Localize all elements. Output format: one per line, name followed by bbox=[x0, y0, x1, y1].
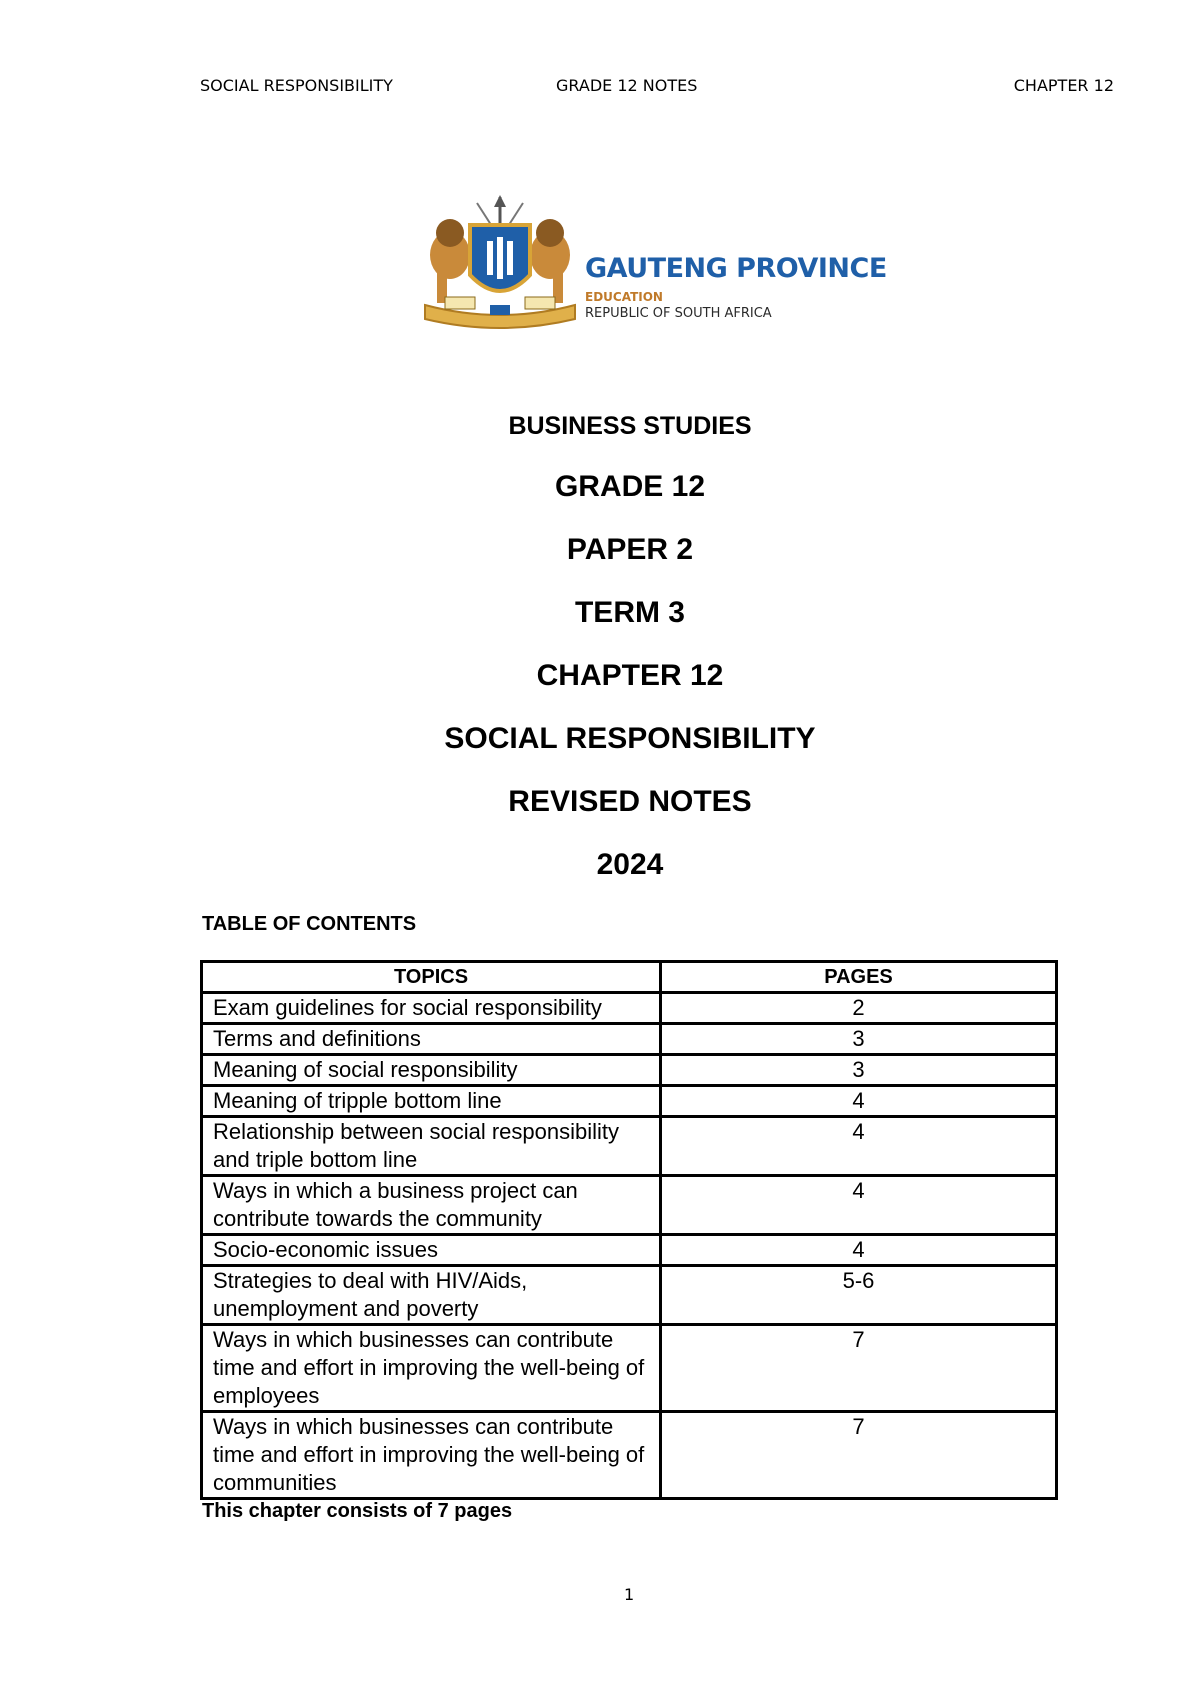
table-row bbox=[202, 1117, 1057, 1176]
toc-topic: Socio-economic issues bbox=[202, 1235, 661, 1266]
page-number: 1 bbox=[624, 1585, 635, 1604]
toc-page: 4 bbox=[661, 1117, 1057, 1176]
toc-topic: Ways in which a business project can contribute towards the community bbox=[202, 1176, 661, 1235]
toc-column-topics: TOPICS bbox=[202, 962, 661, 993]
paper-title: PAPER 2 bbox=[566, 533, 694, 566]
table-row bbox=[202, 1235, 1057, 1266]
toc-page: 2 bbox=[661, 993, 1057, 1024]
toc-topic: Relationship between social responsibility and triple bottom line bbox=[202, 1117, 661, 1176]
header-left: SOCIAL RESPONSIBILITY bbox=[200, 76, 393, 95]
topic-title: SOCIAL RESPONSIBILITY bbox=[444, 722, 816, 755]
table-row bbox=[202, 993, 1057, 1024]
page-header bbox=[0, 76, 1200, 100]
toc-topic: Terms and definitions bbox=[202, 1024, 661, 1055]
toc-page: 4 bbox=[661, 1086, 1057, 1117]
table-row bbox=[202, 1266, 1057, 1325]
toc-page: 3 bbox=[661, 1024, 1057, 1055]
toc-page: 7 bbox=[661, 1325, 1057, 1412]
table-row bbox=[202, 1055, 1057, 1086]
chapter-length-note: This chapter consists of 7 pages bbox=[202, 1500, 513, 1522]
year-title: 2024 bbox=[596, 848, 664, 881]
logo-country: REPUBLIC OF SOUTH AFRICA bbox=[585, 306, 772, 321]
grade-title: GRADE 12 bbox=[554, 470, 706, 503]
chapter-title: CHAPTER 12 bbox=[536, 659, 724, 692]
toc-topic: Meaning of social responsibility bbox=[202, 1055, 661, 1086]
toc-page: 7 bbox=[661, 1412, 1057, 1499]
table-row bbox=[202, 1176, 1057, 1235]
toc-topic: Ways in which businesses can contribute time and effort in improving the well-being of communities bbox=[202, 1412, 661, 1499]
header-right: CHAPTER 12 bbox=[1013, 76, 1114, 95]
toc-page: 3 bbox=[661, 1055, 1057, 1086]
toc-topic: Ways in which businesses can contribute time and effort in improving the well-being of employees bbox=[202, 1325, 661, 1412]
table-row bbox=[202, 1024, 1057, 1055]
gauteng-logo bbox=[415, 195, 887, 335]
table-row bbox=[202, 1086, 1057, 1117]
table-row bbox=[202, 1412, 1057, 1499]
toc-heading: TABLE OF CONTENTS bbox=[202, 913, 417, 935]
toc-topic: Strategies to deal with HIV/Aids, unemployment and poverty bbox=[202, 1266, 661, 1325]
header-center: GRADE 12 NOTES bbox=[556, 76, 698, 95]
toc-table bbox=[200, 960, 1058, 1500]
logo-province-name: GAUTENG PROVINCE bbox=[585, 253, 887, 284]
toc-topic: Meaning of tripple bottom line bbox=[202, 1086, 661, 1117]
toc-topic: Exam guidelines for social responsibility bbox=[202, 993, 661, 1024]
table-row bbox=[202, 1325, 1057, 1412]
toc-page: 5-6 bbox=[661, 1266, 1057, 1325]
term-title: TERM 3 bbox=[574, 596, 685, 629]
notes-title: REVISED NOTES bbox=[508, 785, 752, 818]
toc-page: 4 bbox=[661, 1176, 1057, 1235]
toc-column-pages: PAGES bbox=[661, 962, 1057, 993]
toc-page: 4 bbox=[661, 1235, 1057, 1266]
coat-of-arms-icon bbox=[415, 195, 585, 335]
toc-header-row bbox=[202, 962, 1057, 993]
logo-department: EDUCATION bbox=[585, 290, 663, 304]
subject-title: BUSINESS STUDIES bbox=[508, 412, 752, 440]
